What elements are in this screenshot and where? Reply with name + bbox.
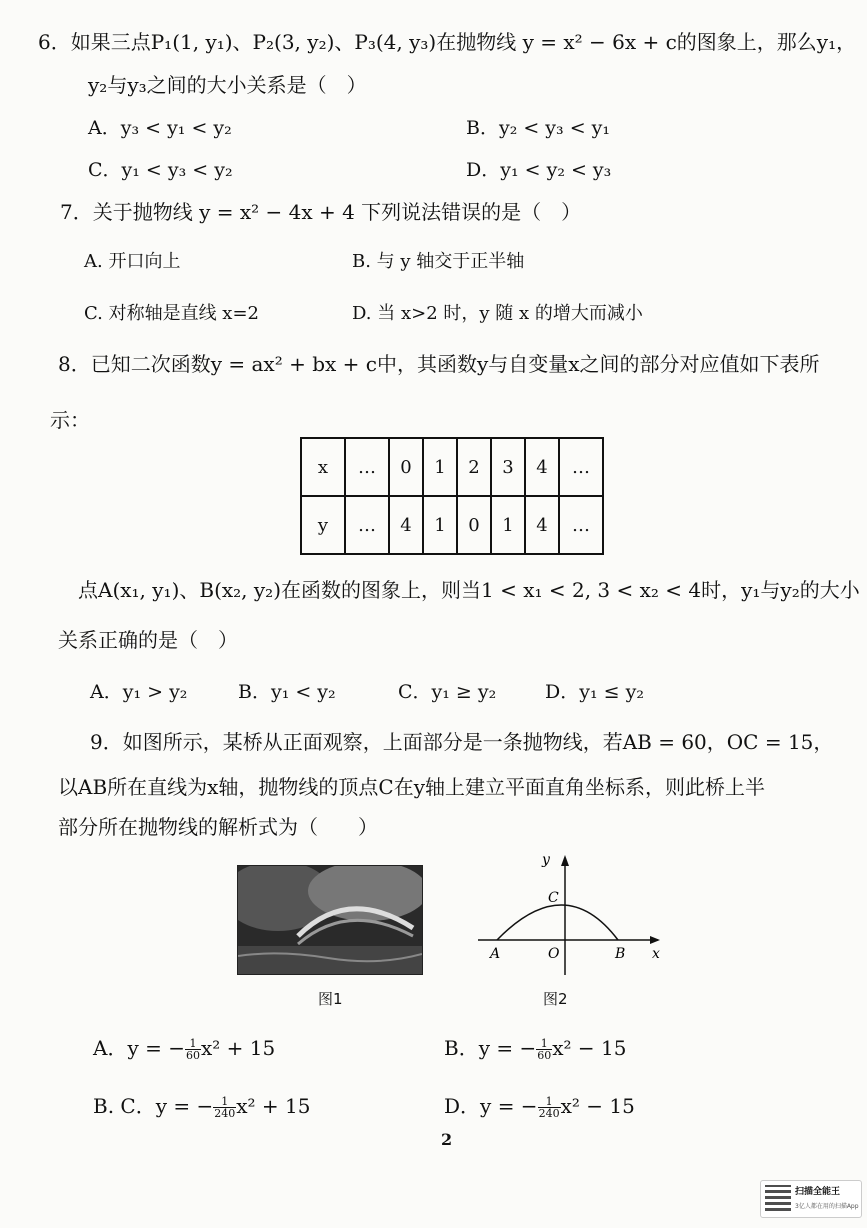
q9-option-c <box>93 1094 310 1119</box>
table-cell: 0 <box>389 438 423 496</box>
parabola-diagram <box>470 850 670 980</box>
table-cell: x <box>301 438 345 496</box>
q7-option-c: C. 对称轴是直线 x=2 <box>84 303 259 324</box>
q9-stem-line1: 9．如图所示，某桥从正面观察，上面部分是一条抛物线，若AB = 60，OC = 15， <box>90 730 834 754</box>
table-cell: 4 <box>389 496 423 554</box>
q6-option-d: D．y₁ < y₂ < y₃ <box>466 159 612 181</box>
figure2-caption: 图2 <box>543 990 568 1008</box>
q9-option-d <box>444 1094 635 1119</box>
x-axis-arrow <box>650 936 660 944</box>
q8-option-c: C．y₁ ≥ y₂ <box>398 681 497 703</box>
q9-option-a <box>93 1036 275 1061</box>
table-row-x <box>301 438 603 496</box>
table-cell: 3 <box>491 438 525 496</box>
parabola-curve <box>497 905 618 940</box>
table-cell: … <box>345 438 389 496</box>
option-text: x² − 15 <box>560 1094 635 1118</box>
point-a-label: A <box>490 946 501 962</box>
table-cell: 1 <box>423 438 457 496</box>
option-text: B. C．y = − <box>93 1094 214 1118</box>
fraction: $\frac{1}{60}$ <box>537 1037 552 1062</box>
q6-option-a: A．y₃ < y₁ < y₂ <box>88 117 232 139</box>
watermark-subtitle: 3亿人都在用的扫描App <box>795 1203 859 1210</box>
fraction: $\frac{1}{240}$ <box>538 1095 560 1120</box>
q6-stem-line1: 6．如果三点P₁(1, y₁)、P₂(3, y₂)、P₃(4, y₃)在抛物线 y = x² − 6x + c的图象上，那么y₁， <box>38 30 857 54</box>
q8-stem-line1: 8．已知二次函数y = ax² + bx + c中，其函数y与自变量x之间的部分对应值如下表所 <box>58 352 820 376</box>
table-cell: … <box>345 496 389 554</box>
table-cell: y <box>301 496 345 554</box>
table-cell: 4 <box>525 438 559 496</box>
point-b-label: B <box>615 946 626 962</box>
q8-stem-line3: 点A(x₁, y₁)、B(x₂, y₂)在函数的图象上，则当1 < x₁ < 2, 3 < x₂ < 4时，y₁与y₂的大小 <box>78 578 860 602</box>
option-text: x² − 15 <box>552 1036 627 1060</box>
bridge-photo <box>237 865 423 975</box>
q8-stem-line4: 关系正确的是（ ） <box>58 628 238 652</box>
fraction: $\frac{1}{60}$ <box>185 1037 200 1062</box>
q8-option-b: B．y₁ < y₂ <box>238 681 336 703</box>
table-cell: 1 <box>423 496 457 554</box>
scanner-watermark <box>760 1180 862 1218</box>
q7-option-b: B. 与 y 轴交于正半轴 <box>352 251 525 272</box>
q6-option-c: C．y₁ < y₃ < y₂ <box>88 159 233 181</box>
q8-option-d: D．y₁ ≤ y₂ <box>545 681 644 703</box>
table-cell: 2 <box>457 438 491 496</box>
q9-option-b <box>444 1036 626 1061</box>
table-cell: 4 <box>525 496 559 554</box>
option-text: B．y = − <box>444 1036 537 1060</box>
table-cell: 1 <box>491 496 525 554</box>
option-text: A．y = − <box>93 1036 185 1060</box>
q7-option-a: A. 开口向上 <box>84 251 181 272</box>
q8-option-a: A．y₁ > y₂ <box>90 681 188 703</box>
table-cell: … <box>559 438 603 496</box>
table-cell: … <box>559 496 603 554</box>
page-number: 2 <box>441 1130 453 1149</box>
y-axis-label: y <box>542 852 550 868</box>
point-c-label: C <box>548 890 559 906</box>
x-axis-label: x <box>652 946 660 962</box>
value-table <box>300 437 604 555</box>
table-row-y <box>301 496 603 554</box>
q8-stem-line2: 示： <box>50 408 90 432</box>
option-text: x² + 15 <box>236 1094 311 1118</box>
q9-stem-line3: 部分所在抛物线的解析式为（ ） <box>58 815 378 839</box>
watermark-title: 扫描全能王 <box>795 1187 841 1197</box>
option-text: D．y = − <box>444 1094 538 1118</box>
q9-stem-line2: 以AB所在直线为x轴，抛物线的顶点C在y轴上建立平面直角坐标系，则此桥上半 <box>58 775 766 799</box>
y-axis-arrow <box>561 855 569 866</box>
point-o-label: O <box>548 946 560 962</box>
option-text: x² + 15 <box>200 1036 276 1060</box>
qr-code-icon <box>765 1185 791 1211</box>
table-cell: 0 <box>457 496 491 554</box>
q6-stem-line2: y₂与y₃之间的大小关系是（ ） <box>88 73 367 97</box>
q7-stem: 7．关于抛物线 y = x² − 4x + 4 下列说法错误的是（ ） <box>60 200 582 224</box>
q6-option-b: B．y₂ < y₃ < y₁ <box>466 117 611 139</box>
fraction: $\frac{1}{240}$ <box>214 1095 236 1120</box>
figure1-caption: 图1 <box>318 990 343 1008</box>
q7-option-d: D. 当 x>2 时，y 随 x 的增大而减小 <box>352 303 643 324</box>
